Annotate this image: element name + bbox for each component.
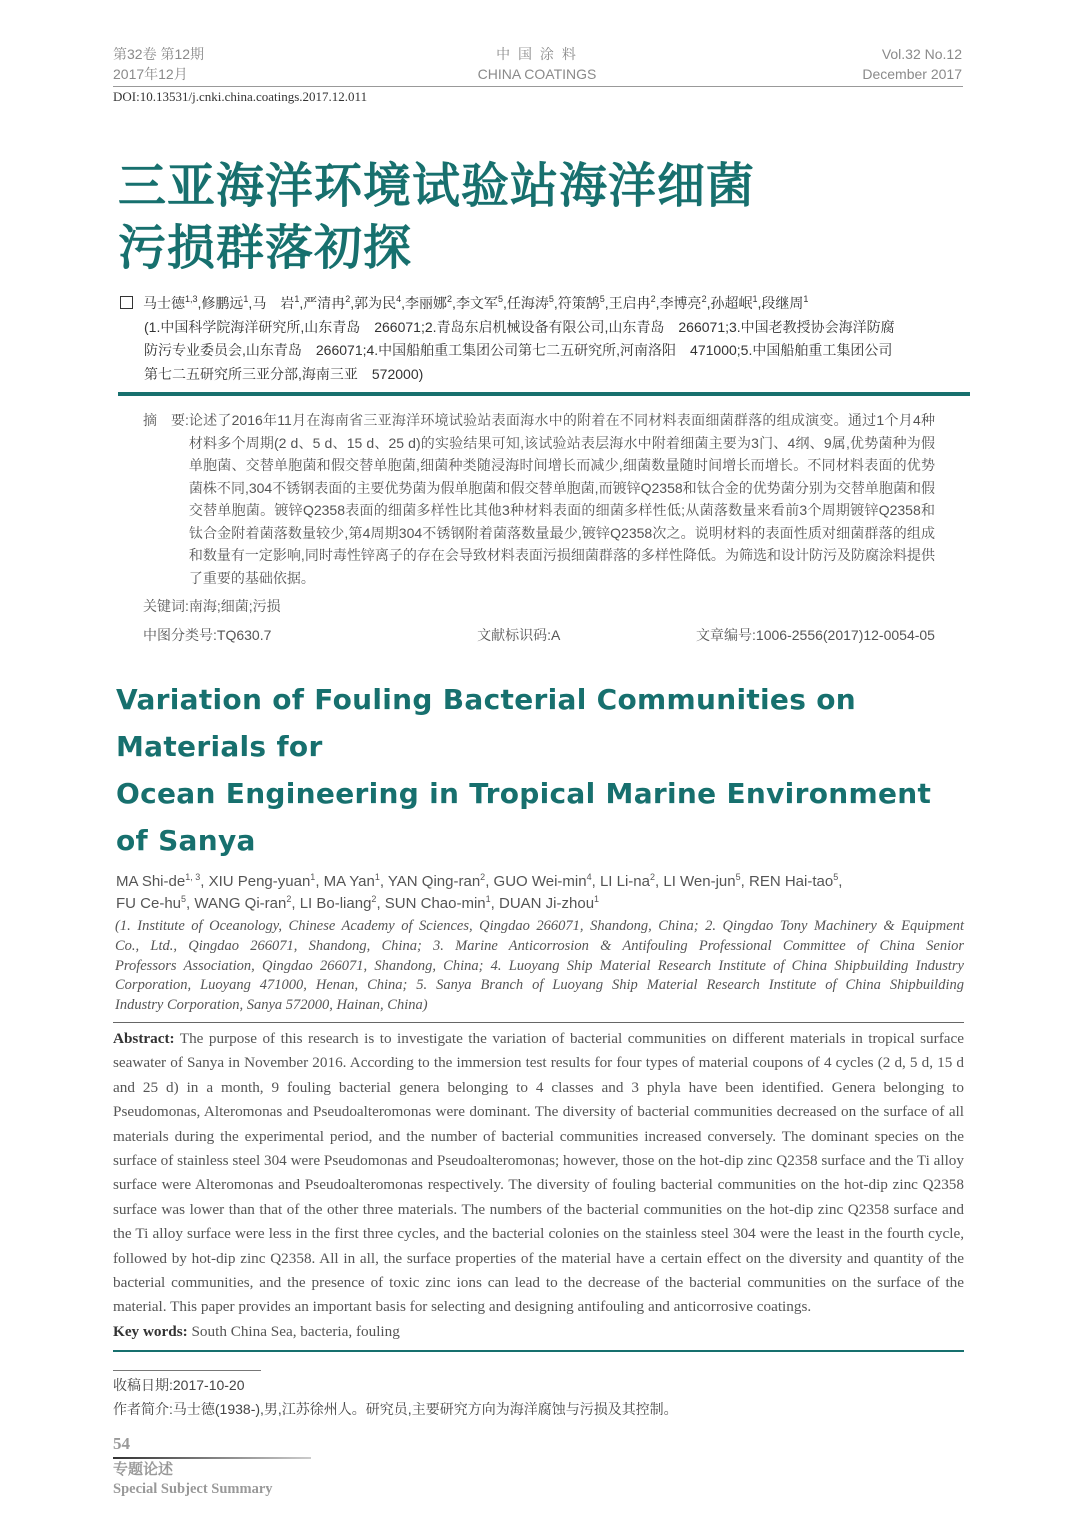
- en-title-line1: Variation of Fouling Bacterial Communities on Materials for: [116, 683, 856, 763]
- affiliation-superscript: 5: [833, 872, 839, 882]
- teal-divider: [118, 392, 970, 396]
- en-affiliations: [115, 917, 964, 1016]
- affiliation-superscript: 1: [310, 872, 316, 882]
- author-name: YAN Qing-ran: [387, 873, 481, 890]
- author-name: WANG Qi-ran: [194, 895, 287, 912]
- author-name: 马士德: [143, 295, 185, 311]
- document-code: 文献标识码:A: [477, 626, 561, 643]
- cn-keywords: 关键词:南海;细菌;污损: [143, 598, 281, 614]
- en-affiliation-line: (1. Institute of Oceanology, Chinese Academy of Sciences, Qingdao 266071, Shandong, China; 2. Qingdao Tony Machinery & Equipment: [115, 918, 964, 934]
- affiliation-superscript: 2: [701, 294, 707, 304]
- section-cn: 专题论述: [113, 1462, 174, 1479]
- author-name: MA Shi-de: [116, 873, 186, 890]
- author-name: 修鹏远: [201, 295, 244, 311]
- author-name: 符策鹄: [557, 295, 600, 311]
- affiliation-superscript: 2: [480, 872, 486, 882]
- en-keywords-text: South China Sea, bacteria, fouling: [187, 1322, 400, 1340]
- footnotes: [113, 1373, 964, 1421]
- article-number: 文章编号:1006-2556(2017)12-0054-05: [696, 626, 935, 643]
- affiliation-superscript: 1: [485, 894, 491, 904]
- doi: DOI:10.13531/j.cnki.china.coatings.2017.12.011: [113, 89, 368, 104]
- affiliation-superscript: 4: [586, 872, 592, 882]
- section-en: Special Subject Summary: [113, 1481, 273, 1498]
- author-name: REN Hai-tao: [748, 873, 834, 890]
- journal-volume-cn: [113, 44, 204, 84]
- en-abstract-label: Abstract:: [113, 1029, 175, 1047]
- affiliation-superscript: 1, 3: [185, 872, 201, 882]
- author-name: 孙超岷: [710, 295, 753, 311]
- author-name: FU Ce-hu: [116, 895, 182, 912]
- issue-date-cn: 2017年12月: [113, 66, 188, 82]
- author-name: 马 岩: [252, 295, 295, 311]
- affiliation-superscript: 5: [599, 294, 605, 304]
- en-abstract-text: The purpose of this research is to investigate the variation of bacterial communities on different materials in tropical surface seawater of Sanya in November 2016. According to the immersion test results for four types of material coupons of 4 cycles (2 d, 5 d, 15 d and 25 d) in a month, 9 fouling bacterial genera belonging to 4 classes and 3 phyla have been identified. Genera belonging to Pseudomonas, Alteromonas and Pseudoalteromonas were dominant. The diversity of bacterial communities decreased on the surface of all materials during the experimental period, and the number of bacterial communities increased conversely. The dominant species on the surface of stainless steel 304 were Pseudomonas and Pseudoalteromonas; however, those on the hot-dip zinc Q2358 surface and the Ti alloy surface were Alteromonas and Pseudoalteromonas respectively. The diversity of fouling bacterial communities on the hot-dip zinc Q2358 surface was lower than that of the other three materials. The numbers of the bacterial communities on the hot-dip zinc Q2358 surface and the Ti alloy surface were less in the first three cycles, and the bacterial colonies on the stainless steel 304 were the least in the fourth cycle, followed by hot-dip zinc Q2358. All in all, the surface properties of the material have a certain effect on the diversity and quantity of the bacterial communities, and the presence of toxic zinc ions can lead to the decrease of the bacterial communities on the surface of the material. This paper provides an important basis for selecting and designing antifouling and anticorrosive coatings.: [113, 1029, 964, 1316]
- author-name: 李博亮: [659, 295, 702, 311]
- en-title-line2: Ocean Engineering in Tropical Marine Environment of Sanya: [116, 777, 932, 857]
- header-rule: [113, 86, 963, 87]
- author-name: 严清冉: [303, 295, 346, 311]
- author-name: LI Bo-liang: [299, 895, 372, 912]
- received-date: 收稿日期:2017-10-20: [113, 1377, 245, 1394]
- checkbox-icon: [120, 296, 133, 309]
- author-name: LI Li-na: [599, 873, 650, 890]
- volume-issue: 第32卷 第12期: [113, 46, 205, 62]
- abstract-top-rule: [113, 1022, 964, 1023]
- author-name: 郭为民: [354, 295, 397, 311]
- journal-name-en: CHINA COATINGS: [477, 66, 597, 82]
- author-name: DUAN Ji-zhou: [499, 895, 595, 912]
- classification-row: [143, 624, 935, 647]
- author-name: GUO Wei-min: [493, 873, 587, 890]
- en-affiliation-line: Professors Association, Qingdao 266071, Shandong, China; 4. Luoyang Ship Material Research Institute of China Shipbuilding Industry: [115, 957, 964, 974]
- affiliation-superscript: 2: [286, 894, 292, 904]
- issue-date-en: December 2017: [862, 66, 962, 82]
- affiliation-superscript: 5: [497, 294, 503, 304]
- journal-name: [437, 44, 637, 84]
- en-affiliation-line: Co., Ltd., Qingdao 266071, Shandong, China; 3. Marine Anticorrosion & Antifouling Professional Committee of China Senior: [115, 937, 964, 954]
- cn-affiliation-line: 第七二五研究所三亚分部,海南三亚 572000): [144, 365, 424, 382]
- author-name: SUN Chao-min: [384, 895, 486, 912]
- en-keywords-label: Key words:: [113, 1322, 188, 1340]
- abstract-bottom-rule: [113, 1350, 964, 1352]
- cn-abstract-text: 论述了2016年11月在海南省三亚海洋环境试验站表面海水中的附着在不同材料表面细菌群落的组成演变。通过1个月4种材料多个周期(2 d、5 d、15 d、25 d)的实验结果可知,该试验站表层海水中附着细菌主要为3门、4纲、9属,优势菌种为假单胞菌、交替单胞菌和假交替单胞菌,细菌种类随浸海时间增长而减少,细菌数量随时间增长而增长。不同材料表面的优势菌株不同,304不锈钢表面的主要优势菌为假单胞菌和假交替单胞菌,而镀锌Q2358和钛合金的优势菌分别为交替单胞菌和假交替单胞菌。镀锌Q2358表面的细菌多样性比其他3种材料表面的细菌多样性低;从菌落数量来看前3个周期镀锌Q2358和钛合金附着菌落数量较少,第4周期304不锈钢附着菌落数量最少,镀锌Q2358次之。说明材料的表面性质对细菌群落的组成和数量有一定影响,同时毒性锌离子的存在会导致材料表面污损细菌群落的多样性降低。为筛选和设计防污及防腐涂料提供了重要的基础依据。: [188, 412, 935, 586]
- cn-affiliation-line: (1.中国科学院海洋研究所,山东青岛 266071;2.青岛东启机械设备有限公司,山东青岛 266071;3.中国老教授协会海洋防腐: [144, 318, 895, 335]
- cn-abstract: [143, 409, 935, 646]
- volume-issue-en: Vol.32 No.12: [881, 46, 962, 62]
- cn-title: [118, 155, 964, 279]
- cn-title-line1: 三亚海洋环境试验站海洋细菌: [118, 158, 756, 214]
- en-keywords: [113, 1320, 964, 1344]
- journal-volume-en: [862, 44, 962, 84]
- article-body: [113, 155, 964, 1519]
- author-name: MA Yan: [323, 873, 375, 890]
- affiliation-superscript: 1: [374, 872, 380, 882]
- cn-abstract-label: 摘 要:: [143, 412, 189, 428]
- cn-author-block: [120, 292, 964, 386]
- en-abstract: [113, 1027, 964, 1320]
- author-name: 李丽娜: [405, 295, 448, 311]
- cn-title-line2: 污损群落初探: [118, 220, 413, 276]
- author-name: 段继周: [761, 295, 804, 311]
- footnote-rule: [113, 1370, 261, 1371]
- author-bio: 作者简介:马士德(1938-),男,江苏徐州人。研究员,主要研究方向为海洋腐蚀与污损及其控制。: [113, 1401, 678, 1418]
- en-affiliation-line: Corporation, Luoyang 471000, Henan, China; 5. Sanya Branch of Luoyang Ship Material Research Institute of China Shipbuilding: [115, 977, 964, 994]
- author-name: 王启冉: [608, 295, 651, 311]
- clc-number: 中图分类号:TQ630.7: [143, 626, 272, 643]
- affiliation-superscript: 2: [447, 294, 453, 304]
- affiliation-superscript: 4: [396, 294, 402, 304]
- footer-section: [113, 1461, 964, 1499]
- affiliation-superscript: 1: [752, 294, 758, 304]
- author-name: XIU Peng-yuan: [208, 873, 311, 890]
- journal-name-cn: 中 国 涂 料: [496, 46, 578, 62]
- affiliation-superscript: 1: [294, 294, 300, 304]
- page-number: 54: [113, 1434, 130, 1454]
- author-name: 李文军: [455, 295, 498, 311]
- affiliation-superscript: 1: [803, 294, 809, 304]
- affiliation-superscript: 5: [181, 894, 187, 904]
- author-name: 任海涛: [506, 295, 549, 311]
- en-authors: MA Shi-de$^{1, 3}$, XIU Peng-yuan$^1$, MA Yan$^1$, YAN Qing-ran$^2$, GUO Wei-$\min^4$, LI $Li-na^2$, LI Wen-jun$^5$, REN Hai-tao$^5$, FU $Ce-hu^5$, WANG Qi-ran$^2$, LI Bo-liang$^2$, SUN Chao-$\min^1$, DUAN Ji-zhou$^1$: [116, 872, 843, 912]
- affiliation-superscript: 1,3: [185, 294, 198, 304]
- author-name: LI Wen-jun: [663, 873, 736, 890]
- affiliation-superscript: 1: [594, 894, 600, 904]
- affiliation-superscript: 5: [548, 294, 554, 304]
- cn-affiliation-line: 防污专业委员会,山东青岛 266071;4.中国船舶重工集团公司第七二五研究所,河南洛阳 471000;5.中国船舶重工集团公司: [144, 342, 893, 358]
- affiliation-superscript: 5: [735, 872, 741, 882]
- affiliation-superscript: 2: [371, 894, 377, 904]
- cn-authors: 马士德$^{1,3}$,修鹏远$^1$,马 岩$^1$,严清冉$^2$,郭为民$^4$,李丽娜$^2$,李文军$^5$,任海涛$^5$,符策鹄$^5$,王启冉$^2$,李博亮$^2$,孙超岷$^1$,段继周$^1$: [120, 292, 964, 316]
- cn-affiliations: [120, 316, 964, 387]
- affiliation-superscript: 2: [345, 294, 351, 304]
- en-title: [116, 676, 964, 864]
- affiliation-superscript: 2: [650, 872, 656, 882]
- en-affiliation-line: Industry Corporation, Sanya 572000, Hainan, China): [115, 997, 428, 1014]
- affiliation-superscript: 2: [650, 294, 656, 304]
- affiliation-superscript: 1: [243, 294, 249, 304]
